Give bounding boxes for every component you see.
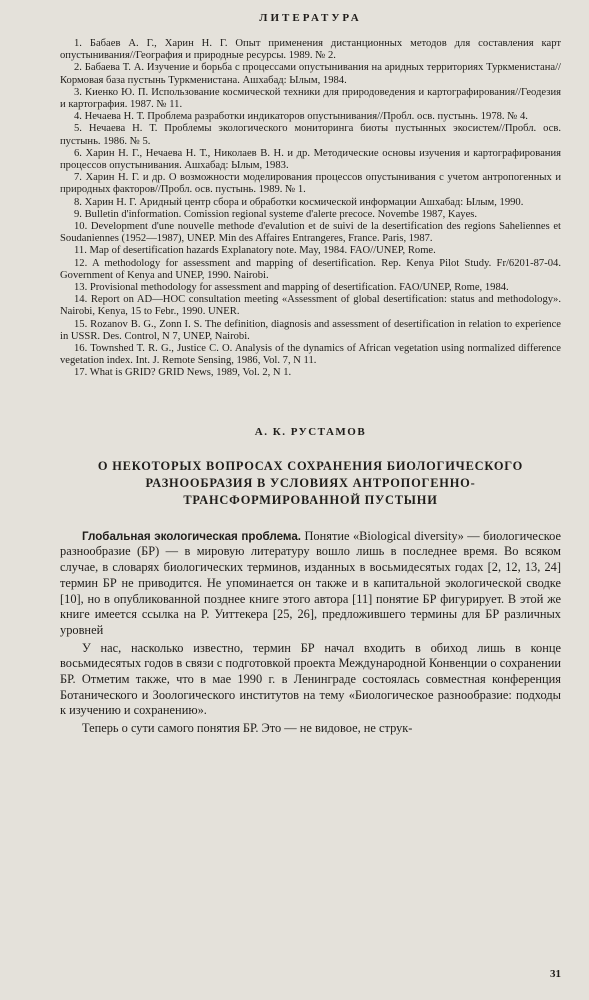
section-lead: Глобальная экологическая проблема. bbox=[82, 529, 302, 543]
body-paragraph: У нас, насколько известно, термин БР начал входить в обиход лишь в конце восьмидесятых годов в связи с подготовкой проекта Международной Конвенции о сохранении БР. Отметим также, что в мае 1990 г. в Ленинграде состоялась совместная конференция Ботанического и Зоологического институтов на тему «Биологическое разнообразие: подходы к изучению и сохранению». bbox=[60, 640, 561, 718]
page-number: 31 bbox=[550, 968, 561, 980]
reference-item: 16. Townshed T. R. G., Justice C. O. Analysis of the dynamics of African vegetation using normalized difference vegetation index. Int. J. Remote Sensing, 1986, Vol. 7, N 11. bbox=[60, 343, 561, 367]
reference-list bbox=[60, 38, 561, 380]
article-title: О НЕКОТОРЫХ ВОПРОСАХ СОХРАНЕНИЯ БИОЛОГИЧЕСКОГО РАЗНООБРАЗИЯ В УСЛОВИЯХ АНТРОПОГЕННО-ТРАНСФОРМИРОВАННОЙ ПУСТЫНИ bbox=[97, 458, 524, 507]
body-paragraph bbox=[60, 529, 561, 639]
reference-item: 13. Provisional methodology for assessment and mapping of desertification. FAO/UNEP, Rome, 1984. bbox=[74, 282, 509, 294]
reference-item: 10. Development d'une nouvelle methode d'evalution et de suivi de la desertification des regions Saheliennes et Soudaniennes (1952—1987), UNEP. Min des Affaires Entrangeres, France. Paris, 1987. bbox=[60, 221, 561, 245]
reference-item: 5. Нечаева Н. Т. Проблемы экологического мониторинга биоты пустынных экосистем//Пробл. осв. пустынь. 1986. № 5. bbox=[60, 123, 561, 147]
reference-item: 14. Report on AD—HOC consultation meeting «Assessment of global desertification: status and methodology». Nairobi, Kenya, 15 to Febr., 1990. UNER. bbox=[60, 294, 561, 318]
reference-item: 17. What is GRID? GRID News, 1989, Vol. 2, N 1. bbox=[74, 367, 292, 379]
reference-item: 9. Bulletin d'information. Comission regional systeme d'alerte precoce. Novembe 1987, Kayes. bbox=[74, 208, 478, 220]
reference-item: 12. A methodology for assessment and mapping of desertification. Rep. Kenya Pilot Study. Fr/6201-87-04. Government of Kenya and UNEP, 1990. Nairobi. bbox=[60, 257, 561, 281]
article-body bbox=[60, 529, 561, 737]
reference-item: 6. Харин Н. Г., Нечаева Н. Т., Николаев В. Н. и др. Методические основы изучения и картографирования процессов опустынивания. Ашхабад: Ылым, 1983. bbox=[60, 147, 561, 172]
reference-item: 2. Бабаева Т. А. Изучение и борьба с процессами опустынивания на аридных территориях Туркменистана//Кормовая база пустынь Туркменистана. Ашхабад: Ылым, 1984. bbox=[60, 62, 561, 86]
reference-item: 3. Киенко Ю. П. Использование космической техники для природоведения и картографирования//Геодезия и картография. 1987. № 11. bbox=[60, 86, 561, 111]
paragraph-text: Понятие «Biological diversity» — биологическое разнообразие (БР) — в мировую литературу вошло лишь в последнее время. Во всяком случае, в словарях биологических терминов, изданных в восьмидесятых годах [2, 12, 13, 24] термин БР не приводится. Не упоминается он также и в капитальной экологической сводке [10], но в опубликованной позднее книге этого автора [11] понятие БР фигурирует. В этой же книге имеется ссылка на Р. Уиттекера [25, 26], предложившего термины для БР различных уровней bbox=[60, 528, 561, 637]
reference-item: 8. Харин Н. Г. Аридный центр сбора и обработки космической информации Ашхабад: Ылым, 1990. bbox=[74, 196, 524, 208]
reference-item: 4. Нечаева Н. Т. Проблема разработки индикаторов опустынивания//Пробл. осв. пустынь. 1978. № 4. bbox=[74, 111, 528, 123]
reference-item: 7. Харин Н. Г. и др. О возможности моделирования процессов опустынивания с учетом антропогенных и природных факторов//Пробл. осв. пустынь. 1989. № 1. bbox=[60, 172, 561, 196]
reference-item: 15. Rozanov B. G., Zonn I. S. The definition, diagnosis and assessment of desertification in relation to experience in USSR. Des. Control, N 7, UNEP, Nairobi. bbox=[60, 318, 561, 342]
reference-item: 11. Map of desertification hazards Explanatory note. May, 1984. FAO//UNEP, Rome. bbox=[74, 245, 436, 257]
body-paragraph: Теперь о сути самого понятия БР. Это — не видовое, не струк- bbox=[82, 721, 413, 736]
article-author: А. К. РУСТАМОВ bbox=[254, 425, 367, 438]
literature-heading: ЛИТЕРАТУРА bbox=[259, 12, 362, 24]
reference-item: 1. Бабаев А. Г., Харин Н. Г. Опыт применения дистанционных методов для составления карт опустынивания//География и природные ресурсы. 1989. № 2. bbox=[60, 38, 561, 62]
